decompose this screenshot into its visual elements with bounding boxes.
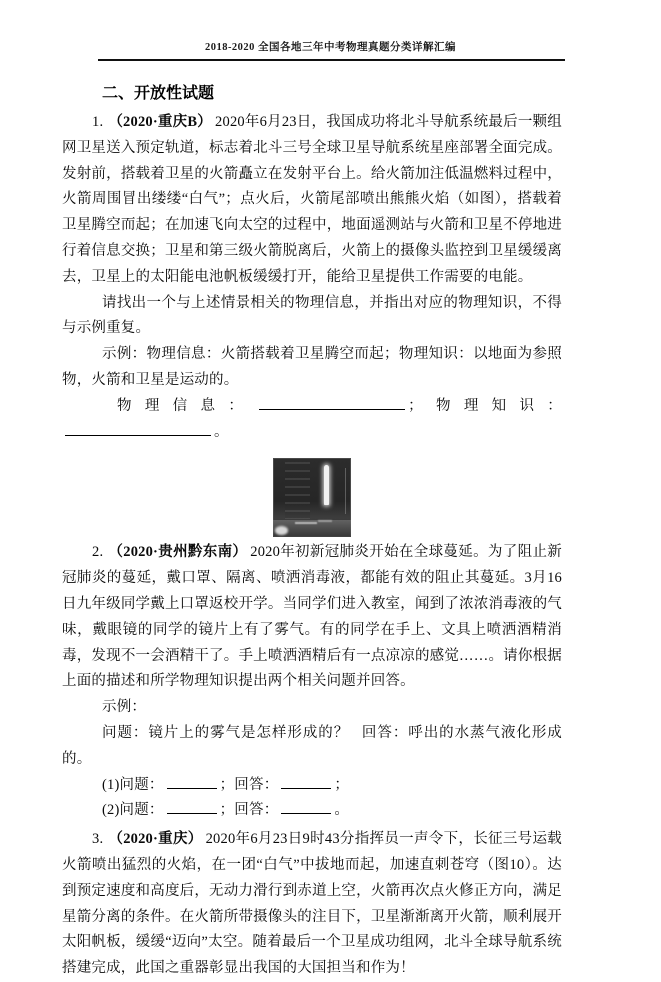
question-2-text — [62, 540, 562, 695]
question-3-number: 3. — [92, 831, 104, 848]
question-2-sub2-line — [62, 798, 562, 824]
question-3-source: （2020·重庆） — [108, 831, 203, 848]
sub1-answer-label: ；回答： — [219, 776, 279, 793]
sub1-end-punctuation: ； — [334, 776, 350, 793]
sub2-answer-label: ；回答： — [219, 802, 279, 819]
sub1-question-label: (1)问题： — [102, 776, 164, 793]
question-2-sub1-line — [62, 773, 562, 799]
answer-label-info: 物理信息： — [117, 397, 257, 414]
answer-line-period: 。 — [214, 423, 229, 440]
question-2-number: 2. — [92, 544, 104, 561]
fill-in-blank-sub2-question — [167, 800, 217, 814]
sub2-end-punctuation: 。 — [334, 802, 350, 819]
example-question: 问题：镜片上的雾气是怎样形成的？ — [102, 724, 350, 741]
question-1-number: 1. — [92, 114, 104, 130]
fill-in-blank-info — [259, 396, 405, 410]
rocket-launch-photo — [273, 458, 351, 537]
header-divider — [98, 59, 565, 61]
sub2-question-label: (2)问题： — [102, 802, 164, 819]
fill-in-blank-sub1-answer — [281, 775, 331, 789]
answer-label-knowledge: ；物理知识： — [408, 397, 563, 414]
lightning-mast — [345, 468, 346, 514]
question-2-source: （2020·贵州黔东南） — [108, 544, 248, 561]
section-title: 二、开放性试题 — [102, 85, 215, 102]
question-2-example-line — [62, 721, 562, 773]
question-3-body: 2020年6月23日9时43分指挥员一声令下，长征三号运载火箭喷出猛烈的火焰，在一团“白气”中拔地而起，加速直刺苍穹（图10）。达到预定速度和高度后，无动力滑行到赤道上空，火箭再次点火修正方向，满足星箭分离的条件。在火箭所带摄像头的注目下，卫星渐渐离开火箭，顺利展开太阳帆板，缓缓“迈向”太空。随着最后一个卫星成功组网，北斗全球导航系统搭建完成，此国之重器彰显出我国的大国担当和作为！ — [62, 831, 562, 977]
page-header — [0, 0, 661, 54]
corner-flare — [275, 526, 288, 535]
launch-tower-silhouette — [285, 462, 310, 519]
header-title: 2018-2020 全国各地三年中考物理真题分类详解汇编 — [204, 42, 457, 53]
question-1-instruction: 请找出一个与上述情景相关的物理信息，并指出对应的物理知识，不得与示例重复。 — [62, 294, 562, 337]
illuminated-rocket — [324, 465, 329, 505]
question-1-source: （2020·重庆B） — [108, 114, 213, 130]
question-2-body: 2020年初新冠肺炎开始在全球蔓延。为了阻止新冠肺炎的蔓延，戴口罩、隔离、喷洒消毒液，都能有效的阻止其蔓延。3月16日九年级同学戴上口罩返校开学。当同学们进入教室，闻到了浓浓消毒液的气味，戴眼镜的同学的镜片上有了雾气。有的同学在手上、文具上喷洒酒精消毒，发现不一会酒精干了。手上喷洒酒精后有一点凉凉的感觉……。请你根据上面的描述和所学物理知识提出两个相关问题并回答。 — [62, 544, 562, 690]
question-2-example-label: 示例： — [102, 699, 147, 716]
fill-in-blank-sub1-question — [167, 775, 217, 789]
light-streak — [295, 522, 317, 524]
fill-in-blank-sub2-answer — [281, 800, 331, 814]
question-1-text — [62, 110, 562, 291]
example-answer: 回答：呼出的水蒸气液化形成的。 — [62, 724, 562, 767]
fill-in-blank-knowledge — [65, 422, 211, 436]
light-streak — [318, 520, 332, 522]
question-3-text — [62, 827, 562, 982]
question-1-answer-line — [62, 394, 562, 446]
question-1-example: 示例：物理信息：火箭搭载着卫星腾空而起；物理知识：以地面为参照物，火箭和卫星是运动的。 — [62, 346, 562, 388]
document-body — [62, 81, 562, 982]
question-1-body: 2020年6月23日，我国成功将北斗导航系统最后一颗组网卫星送入预定轨道，标志着北斗三号全球卫星导航系统星座部署全面完成。发射前，搭载着卫星的火箭矗立在发射平台上。给火箭加注低温燃料过程中，火箭周围冒出缕缕“白气”；点火后，火箭尾部喷出熊熊火焰（如图），搭载着卫星腾空而起；在加速飞向太空的过程中，地面遥测站与火箭和卫星不停地进行着信息交换；卫星和第三级火箭脱离后，火箭上的摄像头监控到卫星缓缓离去，卫星上的太阳能电池帆板缓缓打开，能给卫星提供工作需要的电能。 — [62, 114, 562, 285]
